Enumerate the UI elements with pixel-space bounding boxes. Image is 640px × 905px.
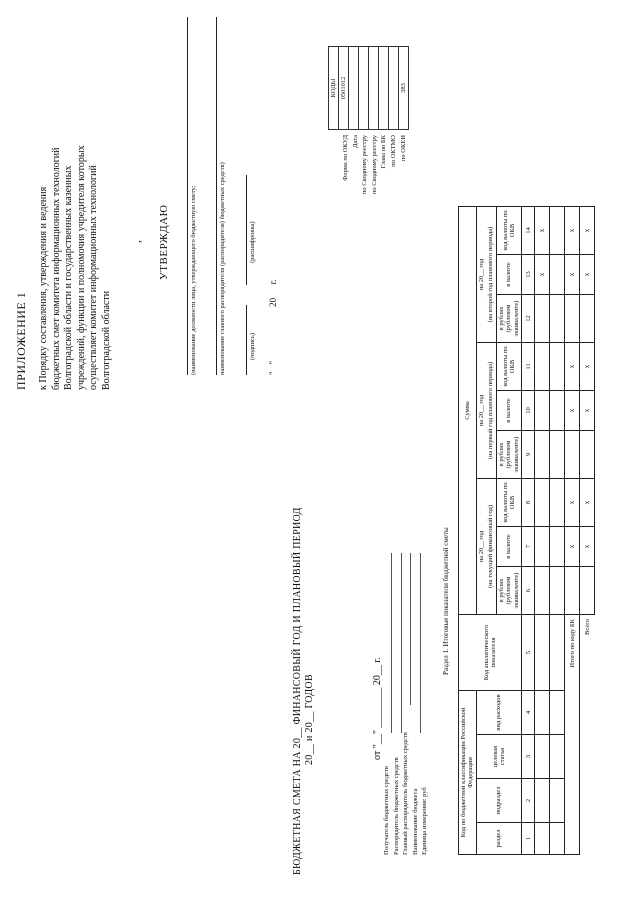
approve-comma: , <box>129 240 143 243</box>
header-cur: в валюте <box>496 391 521 431</box>
x-mark: х <box>565 527 580 567</box>
header-rub: в рублях (рублевом эквиваленте) <box>496 295 521 343</box>
caption-official: (наименование должности лица, утверждающего бюджетную смету; <box>190 185 197 375</box>
section-title: Раздел 1. Итоговые показатели бюджетной сметы <box>442 527 450 675</box>
header-rub: в рублях (рублевом эквиваленте) <box>496 431 521 479</box>
col-num: 1 <box>522 823 535 855</box>
header-year1: на 20__ год <box>476 479 486 615</box>
header-section: раздел <box>476 823 521 855</box>
code-label: Глава по БК <box>380 135 388 169</box>
code-label: Дата <box>351 135 359 148</box>
label-main-distributor: Главный распорядитель бюджетных средств <box>402 732 409 855</box>
total-all-row <box>580 207 595 855</box>
label-distributor: Распорядитель бюджетных средств <box>392 757 400 855</box>
approve-manager-line <box>216 17 217 375</box>
codes-header: КОДЫ <box>329 47 339 130</box>
decoding-line <box>246 175 247 285</box>
appendix-title: ПРИЛОЖЕНИЕ 1 <box>14 291 28 390</box>
header-year3-sub: (на второй год планового периода) <box>486 207 496 343</box>
label-unit: Единица измерения: руб <box>421 787 428 855</box>
code-label: по ОКТМО <box>389 135 397 167</box>
x-mark: х <box>580 343 595 391</box>
x-mark: х <box>565 255 580 295</box>
caption-signature: (подпись) <box>249 333 256 360</box>
appendix-line: к Порядку составления, утверждения и ведения <box>38 186 49 390</box>
col-num: 9 <box>522 431 535 479</box>
x-mark: х <box>580 527 595 567</box>
code-label: по Сводному реестру <box>370 135 378 195</box>
header-year2-sub: (на первый год планового периода) <box>486 343 496 479</box>
title-line-2: 20__ и 20__ ГОДОВ <box>303 674 315 765</box>
approve-official-line <box>187 17 188 375</box>
header-okv: код валюты по ОКВ <box>496 207 521 255</box>
code-chapter <box>379 47 389 130</box>
x-mark: х <box>535 207 550 255</box>
col-num: 3 <box>522 735 535 779</box>
header-cur: в валюте <box>496 527 521 567</box>
header-year3: на 20__ год <box>476 207 486 343</box>
header-sum: Сумма <box>459 207 477 615</box>
x-mark: х <box>580 255 595 295</box>
approve-date: " " 20 г. <box>268 279 278 375</box>
header-cur: в валюте <box>496 255 521 295</box>
x-mark: х <box>565 391 580 431</box>
header-year1-sub: (на текущий финансовый год) <box>486 479 496 615</box>
codes-box <box>328 46 409 130</box>
total-all-label: Всего <box>583 619 591 635</box>
appendix-line: Волгоградской области и государственных казенных <box>63 165 74 390</box>
code-okei: 383 <box>399 47 409 130</box>
col-num: 7 <box>522 527 535 567</box>
approve-title: УТВЕРЖДАЮ <box>158 204 170 280</box>
x-mark: х <box>580 207 595 255</box>
header-subsection: подраздел <box>476 779 521 823</box>
codes-labels <box>341 135 408 295</box>
code-okud: 0501012 <box>339 47 349 130</box>
col-num: 13 <box>522 255 535 295</box>
col-num: 14 <box>522 207 535 255</box>
appendix-line: осуществляет комитет информационных технологий <box>88 165 99 390</box>
header-okv: код валюты по ОКВ <box>496 343 521 391</box>
distributor-line <box>401 553 402 733</box>
code-label: по ОКЕИ <box>399 135 407 162</box>
col-num: 10 <box>522 391 535 431</box>
header-rub: в рублях (рублевом эквиваленте) <box>496 567 521 615</box>
table-row <box>550 207 565 855</box>
header-bk: Код по бюджетной классификации Российской Федерации <box>459 691 477 855</box>
appendix-line: Волгоградской области <box>100 290 112 390</box>
appendix-line: учреждений, функции и полномочия учредителя которых <box>75 145 87 390</box>
appendix-line: бюджетных смет комитета информационных технологий <box>50 147 62 390</box>
col-num: 11 <box>522 343 535 391</box>
x-mark: х <box>565 479 580 527</box>
col-num: 6 <box>522 567 535 615</box>
code-label: по Сводному реестру <box>361 135 369 195</box>
caption-decoding: (расшифровка) <box>249 221 256 263</box>
label-recipient: Получатель бюджетных средств <box>383 766 390 855</box>
title-line-1: БЮДЖЕТНАЯ СМЕТА НА 20__ ФИНАНСОВЫЙ ГОД И ПЛАНОВЫЙ ПЕРИОД <box>292 507 303 875</box>
x-mark: х <box>580 391 595 431</box>
caption-manager: наименование главного распорядителя (распорядителя) бюджетных средств) <box>219 162 226 375</box>
budget-name-line <box>420 553 421 733</box>
table-row <box>535 207 550 855</box>
document-date: от "__" ________ 20__ г. <box>372 657 383 760</box>
code-date <box>349 47 359 130</box>
x-mark: х <box>535 255 550 295</box>
main-distributor-line <box>410 553 411 705</box>
summary-table <box>458 206 595 855</box>
col-num: 5 <box>522 615 535 691</box>
total-bk-label: Итого по коду БК <box>565 615 580 855</box>
x-mark: х <box>565 207 580 255</box>
column-numbers-row <box>522 207 535 855</box>
col-num: 12 <box>522 295 535 343</box>
col-num: 2 <box>522 779 535 823</box>
code-oktmo <box>389 47 399 130</box>
col-num: 8 <box>522 479 535 527</box>
header-okv: код валюты по ОКВ <box>496 479 521 527</box>
x-mark: х <box>565 343 580 391</box>
code-register-1 <box>359 47 369 130</box>
document-title <box>292 15 315 875</box>
header-year2: на 20__ год <box>476 343 486 479</box>
header-exptype: вид расходов <box>476 691 521 735</box>
header-target: целевая статья <box>476 735 521 779</box>
header-analytic: Код аналитического показателя <box>459 615 522 691</box>
col-num: 4 <box>522 691 535 735</box>
x-mark: х <box>580 479 595 527</box>
total-bk-row <box>565 207 580 855</box>
label-budget-name: Наименование бюджета <box>411 788 419 855</box>
signature-line <box>246 305 247 375</box>
code-register-2 <box>369 47 379 130</box>
recipient-line <box>391 553 392 733</box>
requisites-labels <box>382 732 430 855</box>
budget-estimate-page <box>10 15 610 895</box>
code-label: Форма по ОКУД <box>342 135 349 181</box>
appendix-text <box>38 30 113 390</box>
